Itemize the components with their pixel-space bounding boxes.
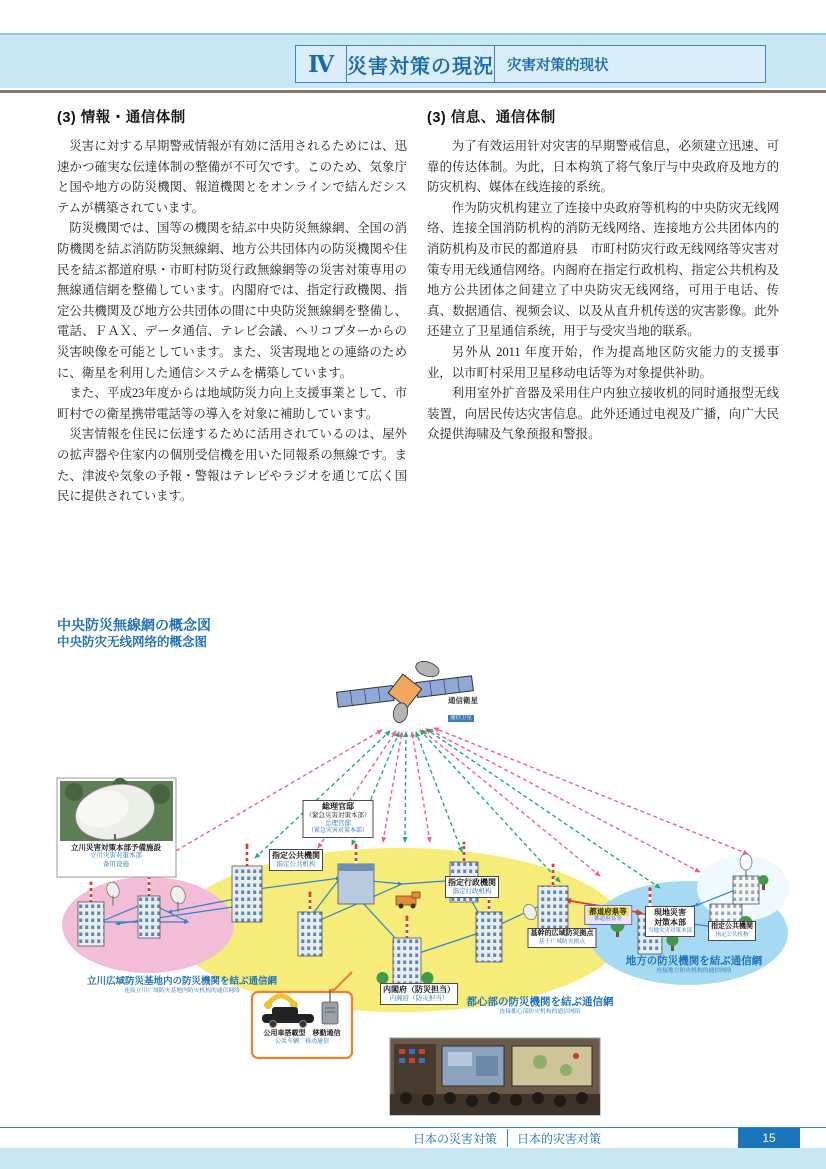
label-mobile-car — [264, 1030, 341, 1046]
naikakufu-cn: 内阁府（防灾担当） — [389, 995, 449, 1002]
diagram-title-jp: 中央防災無線網の概念図 — [57, 617, 211, 633]
paragraph-cn-2: 作为防灾机构建立了连接中央政府等机构的中央防灾无线网络、连接全国消防机构的消防无线网络、连接地方公共团体内的消防机构及市民的都道府县 市町村防灾行政无线网络等灾害对策专用无线通信网络。内阁府在指定行政机构、指定公共机构及地方公共团体之间建立了中央防灾无线网络，可用于电话、传真、数据通信、视频会议、以及从直升机传送的灾害影像。此外还建立了卫星通信系统，用于与受灾当地的联系。 — [427, 200, 779, 339]
caption-regional-network — [626, 955, 763, 975]
gyosei-jp: 指定行政機関 — [448, 878, 496, 887]
chapter-title-jp: 災害対策の現況 — [346, 46, 495, 82]
footer-title-jp: 日本の災害対策 — [412, 1132, 497, 1146]
photo-caption-jp: 立川災害対策本部予備施設 — [71, 843, 161, 852]
chapter-header — [295, 45, 766, 83]
satellite-label-jp: 通信衛星 — [448, 696, 478, 705]
tachikawa-net-cn: 连接立川广域防灾基地内防灾机构的通信网络 — [124, 987, 240, 994]
footer-divider — [507, 1129, 508, 1147]
kantei-jp2: （緊急災害対策本部） — [305, 812, 371, 819]
caption-city-center-network — [467, 996, 614, 1016]
header-rule — [0, 90, 826, 93]
label-designated-public-org-right — [708, 921, 756, 941]
genchi-cn: 当地灾害对策本部 — [647, 928, 693, 934]
kokyo-left-jp: 指定公共機関 — [272, 851, 320, 860]
kokyo-right-jp: 指定公共機関 — [711, 923, 753, 930]
car-jp: 公用車搭載型 移動通信 — [263, 1030, 341, 1037]
footer-bar — [0, 1128, 826, 1148]
diagram-title-cn: 中央防灾无线网络的概念图 — [57, 635, 208, 649]
page-top-band — [0, 33, 826, 88]
label-onsite-hq — [645, 906, 695, 937]
photo-caption-cn2: 备用设施 — [103, 860, 129, 868]
paragraph-jp-4: 災害情報を住民に伝達するために活用されているのは、屋外の拡声器や住家内の個別受信機を用いた同報系の無線です。また、津波や気象の予報・警報はテレビやラジオを通じて広く国民に提供されています。 — [57, 427, 407, 504]
kokyo-left-cn: 指定公共机构 — [276, 861, 316, 868]
car-cn: 公共车辆 移动通信 — [274, 1038, 329, 1045]
page-bottom-band — [0, 1148, 826, 1169]
tachikawa-net-jp: 立川広域防災基地内の防災機関を結ぶ通信網 — [86, 976, 278, 987]
kantei-jp1: 総理官邸 — [322, 802, 354, 811]
kikan-jp: 基幹的広域防災拠点 — [530, 930, 594, 937]
label-designated-admin-org — [445, 876, 499, 898]
satellite-label — [448, 696, 478, 725]
kantei-cn1: 总理官邸 — [325, 820, 351, 828]
caption-tachikawa-network — [87, 976, 277, 995]
tachikawa-photo-caption — [57, 843, 175, 869]
toshin-net-cn: 连接都心部防灾机构的通信网络 — [499, 1009, 581, 1016]
paragraph-jp-2: 防災機関では、国等の機関を結ぶ中央防災無線網、全国の消防機関を結ぶ消防防災無線網、地方公共団体内の防災機関や住民を結ぶ都道府県・市町村防災行政無線網等の災害対策専用の無線通信網を整備しています。内閣府では、指定行政機関、指定公共機関及び地方公共団体の間に中央防災無線網を整備し、電話、ＦＡＸ、データ通信、テレビ会議、ヘリコプターからの災害映像を可能としています。また、災害現地との連絡のために、衛星を利用した通信システムを構築しています。 — [57, 221, 407, 380]
chapter-title-cn: 灾害对策的现状 — [507, 57, 609, 74]
japanese-column — [57, 106, 407, 507]
paragraph-cn-4: 利用室外扩音器及采用住户内独立接收机的同时通报型无线装置，向居民传达灾害信息。此外还通过电视及广播，向广大民众提供海啸及气象预报和警报。 — [427, 386, 779, 442]
page-number: 15 — [738, 1128, 800, 1148]
footer-title-cn: 日本的灾害对策 — [517, 1132, 602, 1146]
paragraph-cn-1: 为了有效运用针对灾害的早期警戒信息，必须建立迅速、可靠的传达体制。为此，日本构筑了将气象厅与中央政府及地方的防灾机构、媒体在线连接的系统。 — [427, 139, 779, 195]
label-designated-public-org-left — [269, 849, 323, 871]
mobile-car-box — [252, 989, 352, 1058]
label-prime-minister-office — [303, 800, 374, 838]
label-cabinet-office — [380, 983, 458, 1005]
kantei-cn2: （紧急灾害对策本部） — [307, 828, 368, 835]
paragraph-cn-3: 另外从 2011 年度开始，作为提高地区防灾能力的支援事业，以市町村采用卫星移动电话等为对象提供补助。 — [427, 344, 779, 380]
paragraph-jp-3: また、平成23年度からは地域防災力向上支援事業として、市町村での衛星携帯電話等の導入を対象に補助しています。 — [57, 386, 407, 421]
chihou-net-jp: 地方の防災機関を結ぶ通信網 — [625, 955, 763, 967]
chihou-net-cn: 连接地方防灾机构的通信网络 — [656, 968, 732, 975]
section-heading-jp: (3) 情報・通信体制 — [57, 110, 186, 126]
naikakufu-jp: 内閣府（防災担当） — [383, 985, 455, 994]
label-core-wide-area-base — [528, 928, 597, 948]
todofuken-cn: 都道府县等 — [594, 916, 622, 923]
chapter-number: Ⅳ — [307, 51, 335, 77]
genchi-jp1: 現地災害 — [653, 908, 686, 917]
label-prefectures — [584, 905, 632, 925]
kokyo-right-cn: 指定公共机构 — [715, 931, 749, 938]
section-heading-cn: (3) 信息、通信体制 — [427, 110, 556, 126]
gyosei-cn: 指定行政机构 — [452, 888, 492, 895]
kikan-cn: 基干广域防灾据点 — [538, 938, 586, 945]
paragraph-jp-1: 災害に対する早期警戒情報が有効に活用されるためには、迅速かつ確実な伝達体制の整備が不可欠です。このため、気象庁と国や地方の防災機関、報道機関とをオンラインで結んだシステムが構築されています。 — [57, 139, 407, 215]
operations-room-photo — [390, 1038, 600, 1115]
genchi-jp2: 対策本部 — [653, 918, 686, 927]
todofuken-jp: 都道府県等 — [589, 907, 627, 916]
satellite-label-cn: 通信卫星 — [450, 715, 473, 722]
toshin-net-jp: 都心部の防災機関を結ぶ通信網 — [466, 996, 614, 1008]
network-diagram — [0, 650, 826, 1120]
chinese-column — [427, 106, 779, 445]
photo-caption-cn1: 立川灾害对策本部 — [90, 852, 142, 860]
